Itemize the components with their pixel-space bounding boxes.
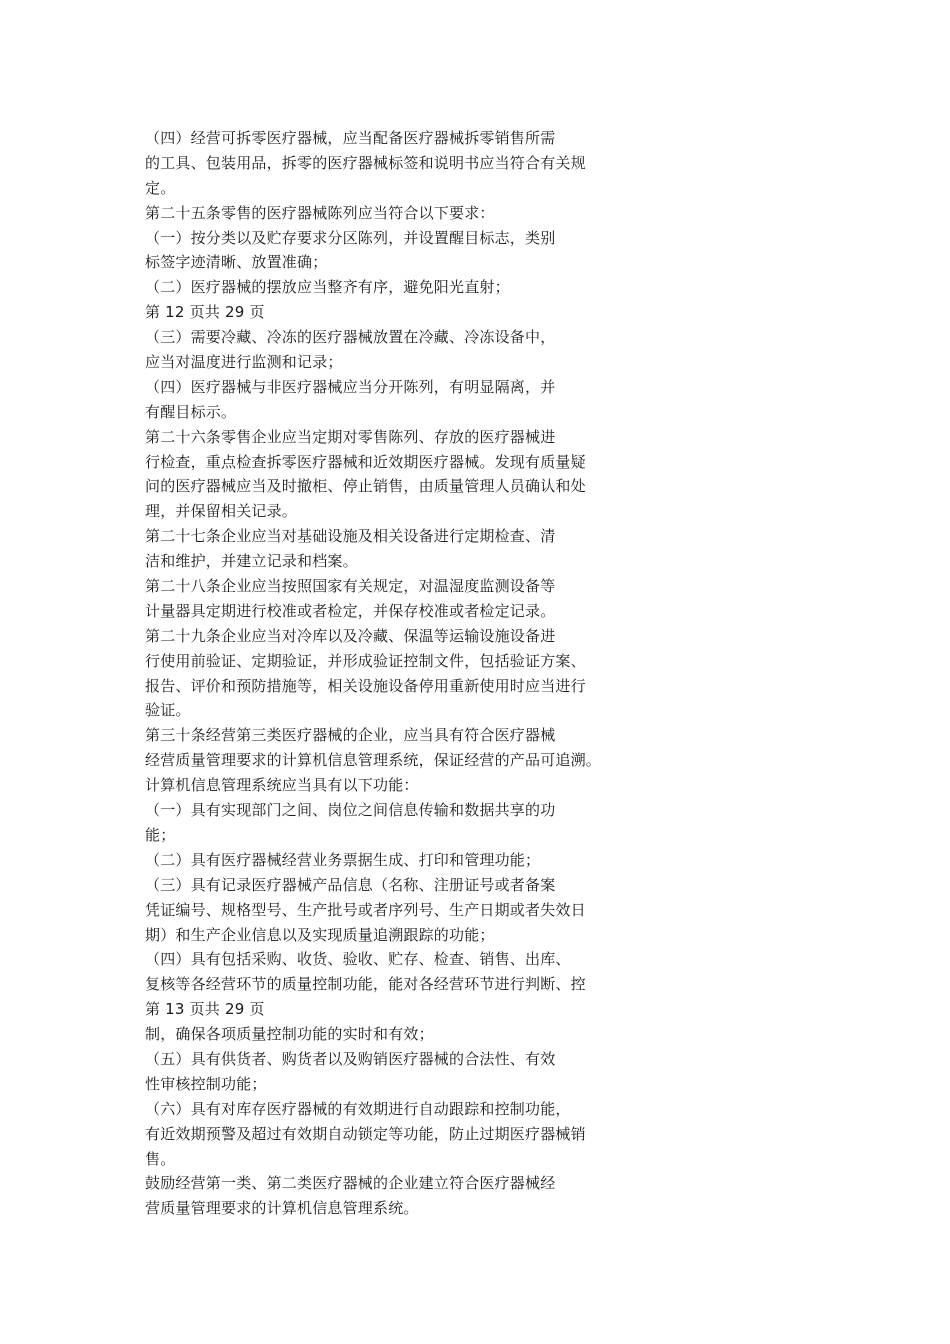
text-line: 营质量管理要求的计算机信息管理系统。 (145, 1199, 419, 1218)
document-body (145, 126, 665, 1221)
text-line: （一）按分类以及贮存要求分区陈列，并设置醒目标志，类别 (145, 228, 556, 247)
text-line: （五）具有供货者、购货者以及购销医疗器械的合法性、有效 (145, 1049, 556, 1068)
text-line: 问的医疗器械应当及时撤柜、停止销售，由质量管理人员确认和处 (145, 477, 586, 496)
text-line: 验证。 (145, 701, 191, 720)
article-heading-line: 第二十五条零售的医疗器械陈列应当符合以下要求： (145, 203, 495, 222)
text-line: 行使用前验证、定期验证，并形成验证控制文件，包括验证方案、 (145, 651, 586, 670)
text-line: 定。 (145, 178, 176, 197)
text-line: （一）具有实现部门之间、岗位之间信息传输和数据共享的功 (145, 801, 556, 820)
article-heading-line: 第二十九条企业应当对冷库以及冷藏、保温等运输设施设备进 (145, 626, 556, 645)
text-line: 理，并保留相关记录。 (145, 502, 298, 521)
text-line: 行检查，重点检查拆零医疗器械和近效期医疗器械。发现有质量疑 (145, 452, 586, 471)
page-number: 第 13 页共 29 页 (145, 1000, 265, 1019)
text-line: 制，确保各项质量控制功能的实时和有效； (145, 1025, 434, 1044)
text-line: （二）医疗器械的摆放应当整齐有序，避免阳光直射； (145, 278, 510, 297)
text-line: 凭证编号、规格型号、生产批号或者序列号、生产日期或者失效日 (145, 900, 586, 919)
text-line: 经营质量管理要求的计算机信息管理系统，保证经营的产品可追溯。 (145, 751, 602, 770)
text-line: 期）和生产企业信息以及实现质量追溯跟踪的功能； (145, 925, 495, 944)
article-heading-line: 第三十条经营第三类医疗器械的企业，应当具有符合医疗器械 (145, 726, 556, 745)
text-line: 计量器具定期进行校准或者检定，并保存校准或者检定记录。 (145, 601, 556, 620)
article-heading-line: 第二十八条企业应当按照国家有关规定，对温湿度监测设备等 (145, 577, 556, 596)
text-line: 的工具、包装用品，拆零的医疗器械标签和说明书应当符合有关规 (145, 153, 586, 172)
text-line: （四）经营可拆零医疗器械，应当配备医疗器械拆零销售所需 (145, 129, 556, 147)
article-heading-line: 第二十七条企业应当对基础设施及相关设备进行定期检查、清 (145, 527, 556, 546)
text-line: （六）具有对库存医疗器械的有效期进行自动跟踪和控制功能， (145, 1099, 571, 1118)
text-line: 标签字迹清晰、放置准确； (145, 253, 328, 272)
text-line: （三）具有记录医疗器械产品信息（名称、注册证号或者备案 (145, 875, 556, 894)
text-line: 洁和维护，并建立记录和档案。 (145, 552, 358, 571)
text-line: （三）需要冷藏、冷冻的医疗器械放置在冷藏、冷冻设备中， (145, 328, 556, 347)
article-heading-line: 第二十六条零售企业应当定期对零售陈列、存放的医疗器械进 (145, 427, 556, 446)
text-line: 复核等各经营环节的质量控制功能，能对各经营环节进行判断、控 (145, 975, 586, 994)
text-line: 鼓励经营第一类、第二类医疗器械的企业建立符合医疗器械经 (145, 1174, 556, 1193)
text-line: 性审核控制功能； (145, 1074, 267, 1093)
text-line: 计算机信息管理系统应当具有以下功能： (145, 776, 419, 795)
text-line: 报告、评价和预防措施等，相关设施设备停用重新使用时应当进行 (145, 676, 586, 695)
text-line: （二）具有医疗器械经营业务票据生成、打印和管理功能； (145, 850, 541, 869)
text-line: （四）具有包括采购、收货、验收、贮存、检查、销售、出库、 (145, 950, 571, 969)
text-line: 应当对温度进行监测和记录； (145, 353, 343, 372)
page-number: 第 12 页共 29 页 (145, 303, 265, 322)
text-line: 能； (145, 825, 176, 844)
text-line: 有近效期预警及超过有效期自动锁定等功能，防止过期医疗器械销 (145, 1124, 586, 1143)
text-line: 有醒目标示。 (145, 402, 237, 421)
text-line: （四）医疗器械与非医疗器械应当分开陈列，有明显隔离，并 (145, 377, 556, 396)
text-line: 售。 (145, 1149, 176, 1168)
